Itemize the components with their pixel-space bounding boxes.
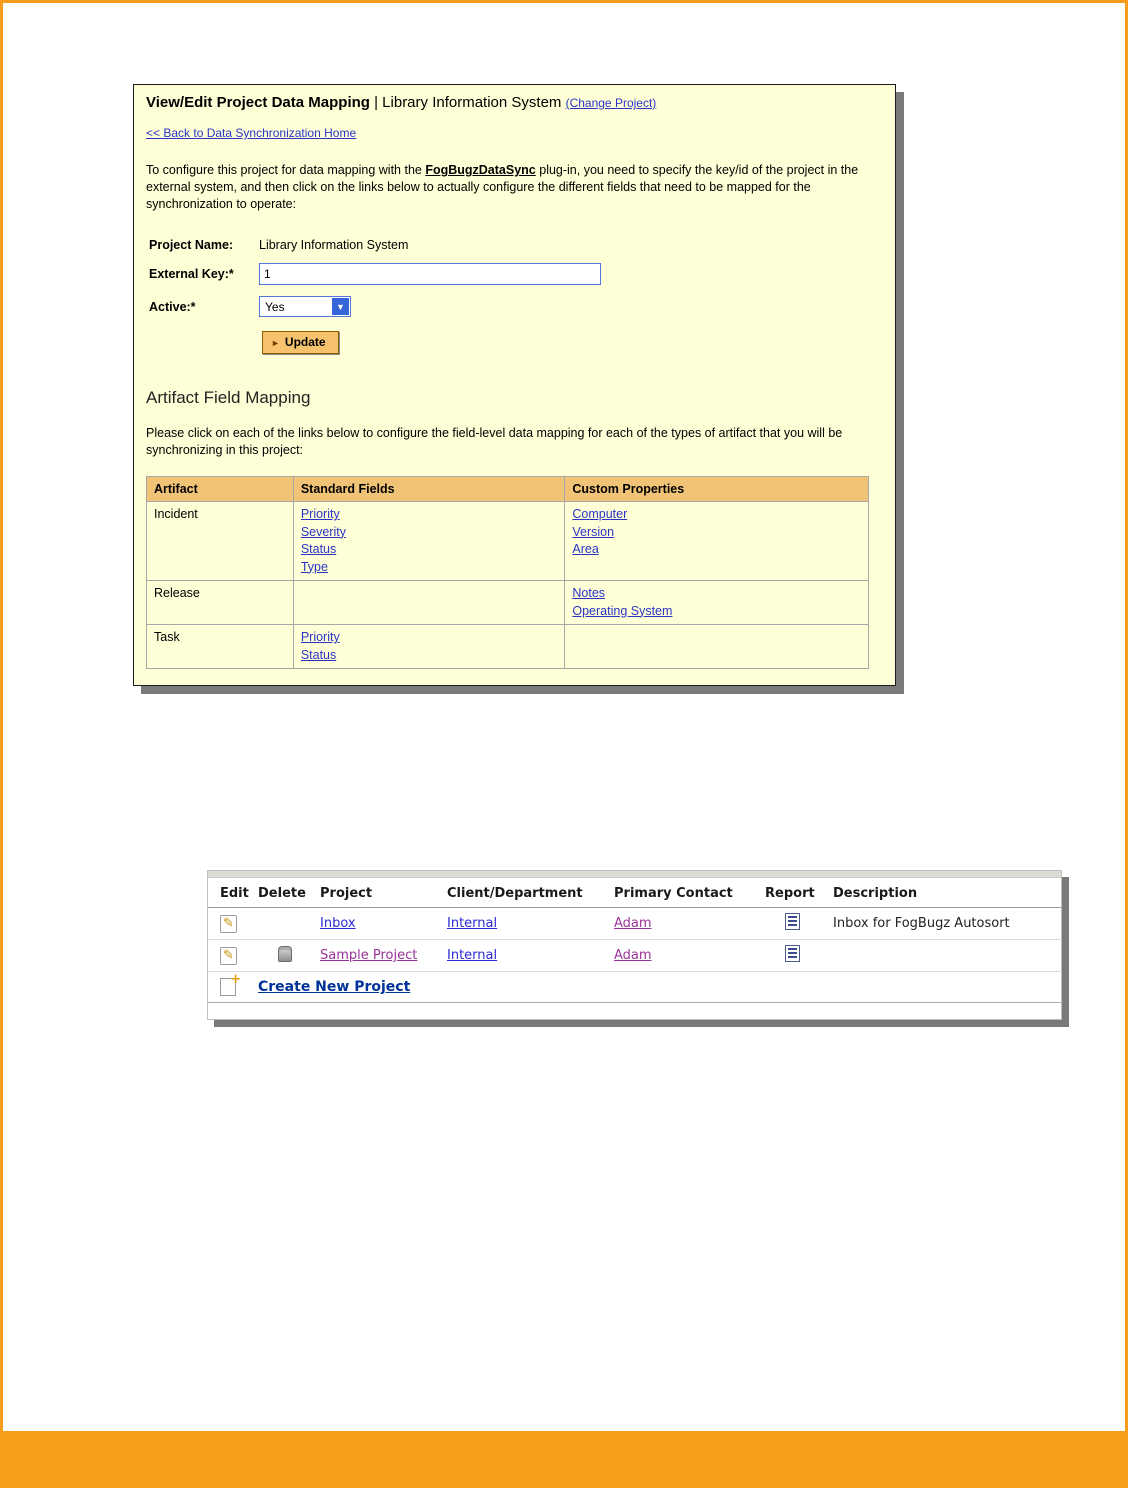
table-row bbox=[147, 502, 869, 581]
delete-cell bbox=[254, 908, 316, 940]
field-link[interactable]: Computer bbox=[572, 507, 628, 521]
field-link[interactable]: Operating System bbox=[572, 603, 673, 618]
footer-orange-bar bbox=[0, 1431, 1128, 1488]
header-report: Report bbox=[761, 880, 829, 908]
table-header-row bbox=[147, 477, 869, 502]
artifact-cell: Incident bbox=[147, 502, 294, 581]
project-data-mapping-panel bbox=[133, 84, 896, 686]
plus-icon: + bbox=[230, 972, 241, 987]
header-delete: Delete bbox=[254, 880, 316, 908]
field-link[interactable]: Severity bbox=[300, 524, 346, 539]
standard-fields-cell bbox=[293, 502, 565, 581]
change-project-link[interactable]: (Change Project) bbox=[565, 96, 657, 110]
header-primary-contact: Primary Contact bbox=[610, 880, 761, 908]
table-row bbox=[147, 625, 869, 669]
field-link[interactable]: Notes bbox=[572, 586, 606, 600]
field-link[interactable]: Priority bbox=[300, 630, 340, 644]
client-department-link[interactable]: Internal bbox=[447, 916, 498, 931]
create-project-icon[interactable] bbox=[220, 972, 241, 996]
field-link[interactable]: Type bbox=[300, 559, 328, 574]
artifact-field-mapping-heading: Artifact Field Mapping bbox=[146, 388, 311, 407]
projects-header-row bbox=[208, 880, 1061, 908]
update-button[interactable] bbox=[262, 331, 339, 354]
external-key-input[interactable] bbox=[259, 263, 601, 285]
project-link[interactable]: Inbox bbox=[320, 916, 356, 931]
fogbugz-datasync-link[interactable]: FogBugzDataSync bbox=[425, 163, 536, 177]
table-row bbox=[208, 940, 1061, 972]
field-link[interactable]: Area bbox=[572, 542, 599, 556]
panel-top-strip bbox=[208, 871, 1061, 878]
active-select[interactable] bbox=[259, 296, 351, 317]
update-button-label: Update bbox=[284, 335, 326, 349]
create-new-project-row bbox=[208, 972, 1061, 1003]
custom-properties-cell bbox=[565, 502, 869, 581]
custom-properties-cell bbox=[565, 625, 869, 669]
update-row bbox=[262, 331, 883, 354]
mapping-form bbox=[149, 238, 883, 354]
project-name-row bbox=[149, 238, 883, 252]
header-standard-fields: Standard Fields bbox=[293, 477, 565, 502]
edit-icon[interactable]: ✎ bbox=[220, 947, 237, 965]
projects-table-panel bbox=[207, 870, 1062, 1020]
header-custom-properties: Custom Properties bbox=[565, 477, 869, 502]
intro-text-before: To configure this project for data mapping with the bbox=[146, 163, 426, 177]
intro-text-after: plug-in, you need to specify the key/id of the project in the external system, and then click on the links below to actually configure the different fields that need to be mapped for the synchronization to operate: bbox=[146, 163, 859, 211]
field-link[interactable]: Version bbox=[572, 524, 615, 539]
chevron-down-icon[interactable]: ▼ bbox=[332, 298, 349, 315]
header-client-department: Client/Department bbox=[443, 880, 610, 908]
projects-table bbox=[208, 880, 1061, 1003]
report-icon[interactable] bbox=[785, 913, 800, 930]
project-description: Inbox for FogBugz Autosort bbox=[833, 916, 1010, 931]
update-arrow-icon: ► bbox=[271, 338, 280, 348]
active-label: Active:* bbox=[149, 299, 196, 314]
active-row bbox=[149, 296, 883, 317]
standard-fields-cell bbox=[293, 625, 565, 669]
field-link[interactable]: Status bbox=[300, 647, 337, 662]
header-artifact: Artifact bbox=[147, 477, 294, 502]
table-row bbox=[208, 908, 1061, 940]
page-title bbox=[146, 93, 883, 113]
external-key-label: External Key:* bbox=[149, 267, 234, 281]
header-project: Project bbox=[316, 880, 443, 908]
field-link[interactable]: Status bbox=[300, 542, 337, 556]
field-link[interactable]: Priority bbox=[300, 507, 340, 521]
report-icon[interactable] bbox=[785, 945, 800, 962]
primary-contact-link[interactable]: Adam bbox=[614, 916, 652, 931]
table-row bbox=[147, 581, 869, 625]
back-to-data-sync-home-link[interactable]: << Back to Data Synchronization Home bbox=[146, 126, 357, 140]
project-name-value: Library Information System bbox=[259, 238, 409, 252]
intro-text bbox=[146, 162, 890, 213]
delete-icon[interactable] bbox=[278, 946, 292, 962]
page-title-separator: | bbox=[369, 94, 383, 111]
artifact-field-mapping-intro: Please click on each of the links below to configure the field-level data mapping for each of the types of artifact that you will be synchronizing in this project: bbox=[146, 426, 843, 457]
primary-contact-link[interactable]: Adam bbox=[614, 948, 652, 963]
page-title-project: Library Information System bbox=[382, 94, 562, 111]
create-new-project-link[interactable]: Create New Project bbox=[258, 979, 411, 995]
project-link[interactable]: Sample Project bbox=[320, 948, 418, 963]
standard-fields-cell bbox=[293, 581, 565, 625]
page-title-bold: View/Edit Project Data Mapping bbox=[146, 94, 370, 111]
external-key-row bbox=[149, 263, 883, 285]
artifact-cell: Release bbox=[147, 581, 294, 625]
edit-icon[interactable]: ✎ bbox=[220, 915, 237, 933]
custom-properties-cell bbox=[565, 581, 869, 625]
header-edit: Edit bbox=[208, 880, 254, 908]
client-department-link[interactable]: Internal bbox=[447, 948, 498, 963]
project-name-label: Project Name: bbox=[149, 238, 234, 252]
active-select-value: Yes bbox=[265, 300, 285, 314]
artifact-cell: Task bbox=[147, 625, 294, 669]
artifact-field-mapping-table bbox=[146, 476, 869, 669]
header-description: Description bbox=[829, 880, 1061, 908]
